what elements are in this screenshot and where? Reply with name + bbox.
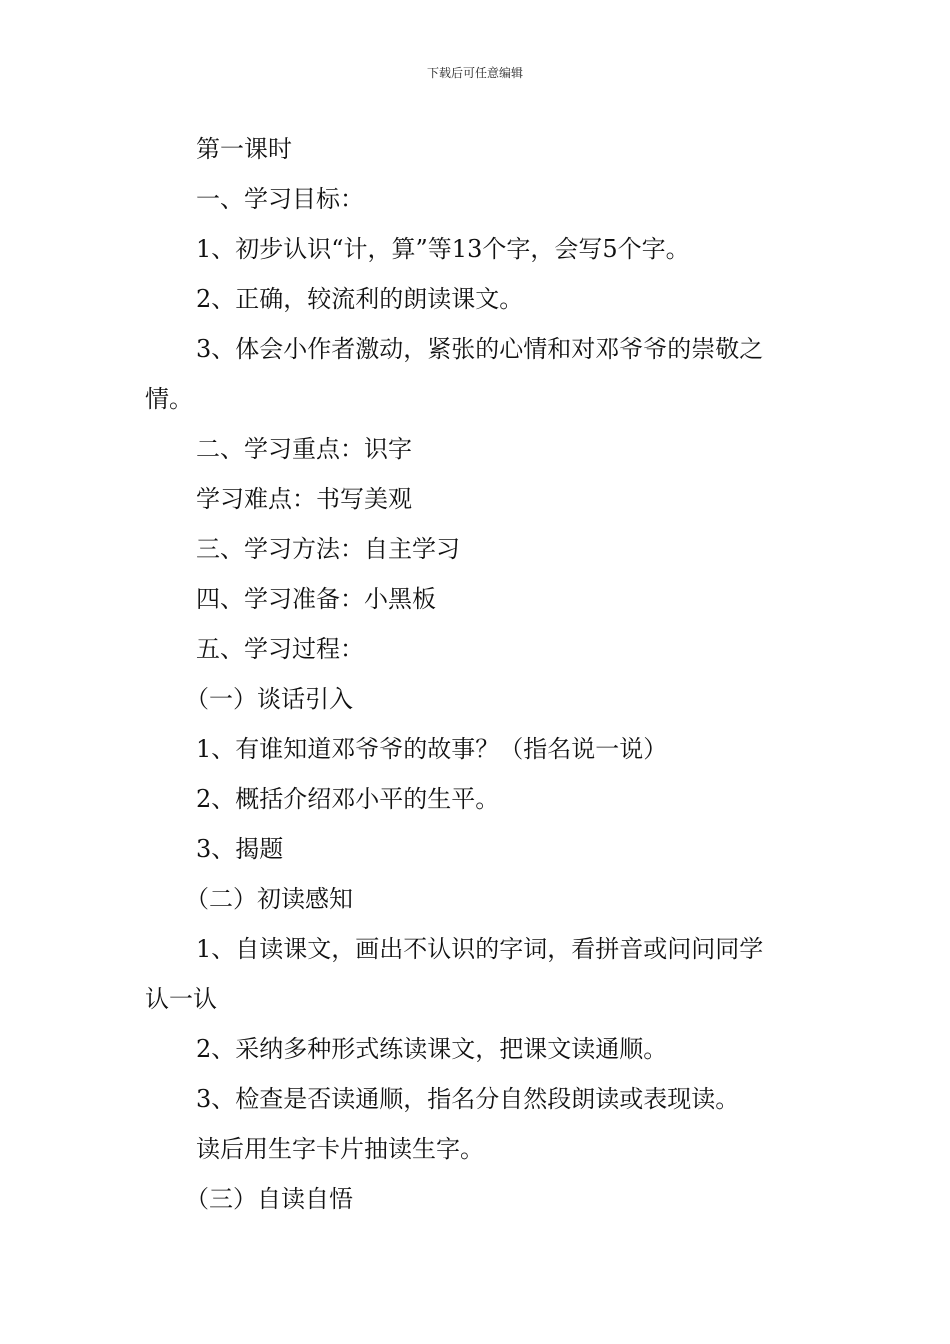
text-line: 3、体会小作者激动，紧张的心情和对邓爷爷的崇敬之: [196, 335, 764, 363]
text-line: 五、学习过程：: [196, 635, 364, 663]
text-line: （二）初读感知: [185, 885, 353, 913]
text-line: 1、自读课文，画出不认识的字词，看拼音或问问同学: [196, 935, 764, 963]
text-line: 情。: [145, 385, 193, 413]
text-line: 第一课时: [196, 135, 292, 163]
page-header: 下载后可任意编辑: [426, 66, 523, 80]
text-line: 1、有谁知道邓爷爷的故事？（指名说一说）: [196, 735, 668, 763]
text-line: 三、学习方法：自主学习: [196, 535, 460, 563]
text-line: 四、学习准备：小黑板: [196, 585, 436, 613]
document-body: [145, 124, 810, 1224]
text-line: 二、学习重点：识字: [196, 435, 412, 463]
text-line: 2、采纳多种形式练读课文，把课文读通顺。: [196, 1035, 668, 1063]
text-line: （一）谈话引入: [185, 685, 353, 713]
text-line: 2、正确，较流利的朗读课文。: [196, 285, 524, 313]
text-line: 读后用生字卡片抽读生字。: [196, 1135, 484, 1163]
text-line: 一、学习目标：: [196, 185, 364, 213]
text-line: 3、揭题: [196, 835, 284, 863]
text-line: 认一认: [145, 985, 217, 1013]
text-line: 2、概括介绍邓小平的生平。: [196, 785, 500, 813]
text-line: 3、检查是否读通顺，指名分自然段朗读或表现读。: [196, 1085, 740, 1113]
text-line: 学习难点：书写美观: [196, 485, 412, 513]
text-line: 1、初步认识“计，算”等13个字，会写5个字。: [196, 235, 690, 263]
text-line: （三）自读自悟: [185, 1185, 353, 1213]
